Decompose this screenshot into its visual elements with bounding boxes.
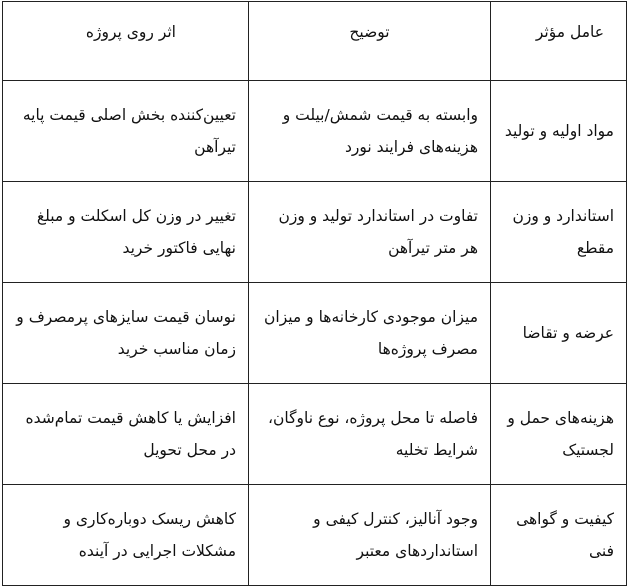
cell-factor: کیفیت و گواهی فنی — [491, 485, 627, 586]
cell-description: وابسته به قیمت شمش/بیلت و هزینه‌های فرایند نورد — [249, 81, 491, 182]
cell-description: فاصله تا محل پروژه، نوع ناوگان، شرایط تخلیه — [249, 384, 491, 485]
table-row — [3, 485, 627, 586]
cell-effect: نوسان قیمت سایزهای پرمصرف و زمان مناسب خرید — [3, 283, 249, 384]
header-effect: اثر روی پروژه — [3, 2, 249, 81]
cell-factor: هزینه‌های حمل و لجستیک — [491, 384, 627, 485]
table-row — [3, 81, 627, 182]
cell-description: تفاوت در استاندارد تولید و وزن هر متر تیرآهن — [249, 182, 491, 283]
cell-effect: تعیین‌کننده بخش اصلی قیمت پایه تیرآهن — [3, 81, 249, 182]
header-description: توضیح — [249, 2, 491, 81]
table-row — [3, 384, 627, 485]
cell-effect: کاهش ریسک دوباره‌کاری و مشکلات اجرایی در آینده — [3, 485, 249, 586]
header-factor: عامل مؤثر — [491, 2, 627, 81]
cell-description: میزان موجودی کارخانه‌ها و میزان مصرف پروژه‌ها — [249, 283, 491, 384]
cell-description: وجود آنالیز، کنترل کیفی و استانداردهای معتبر — [249, 485, 491, 586]
cell-factor: مواد اولیه و تولید — [491, 81, 627, 182]
cell-effect: تغییر در وزن کل اسکلت و مبلغ نهایی فاکتور خرید — [3, 182, 249, 283]
cell-factor: عرضه و تقاضا — [491, 283, 627, 384]
factors-table — [2, 1, 627, 586]
factors-table-container — [2, 1, 626, 569]
table-row — [3, 283, 627, 384]
cell-effect: افزایش یا کاهش قیمت تمام‌شده در محل تحویل — [3, 384, 249, 485]
table-header-row — [3, 2, 627, 81]
table-row — [3, 182, 627, 283]
cell-factor: استاندارد و وزن مقطع — [491, 182, 627, 283]
